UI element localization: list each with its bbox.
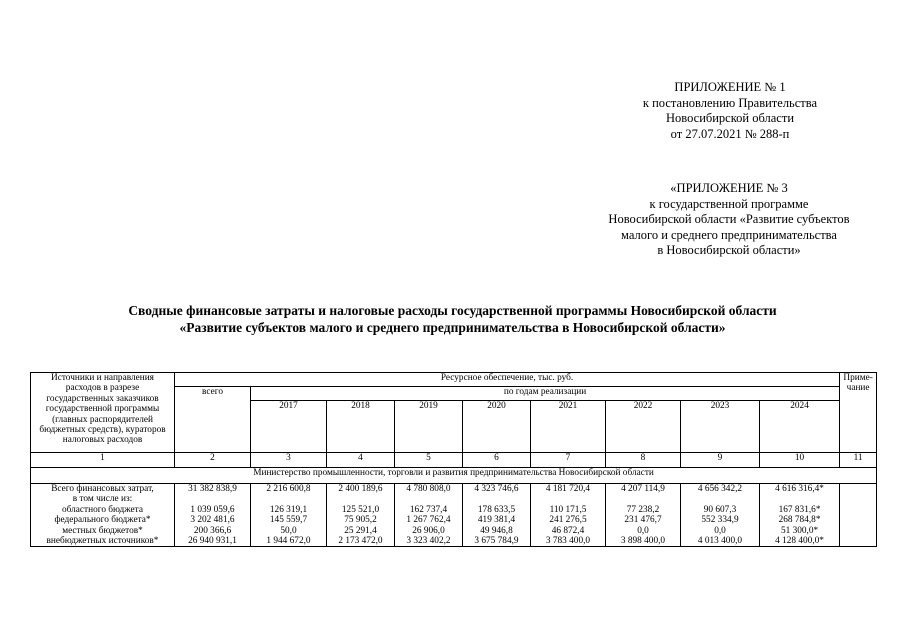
header-sources: Источники и направления расходов в разрезе государственных заказчиков государственной программы (главных распорядителей бюджетных средств), кураторов налоговых расходов [31, 373, 175, 453]
value: 49 946,8 [480, 525, 513, 536]
row-label-including: в том числе из: [72, 494, 133, 505]
year-2022-values-cell [606, 484, 681, 547]
value: 552 334,9 [701, 515, 739, 526]
value: 4 013 400,0 [697, 536, 743, 547]
column-number: 11 [840, 453, 877, 468]
appendix-1-line: Новосибирской области [665, 111, 795, 125]
appendix-3-line: в Новосибирской области» [657, 243, 801, 257]
appendix-3-line: Новосибирской области «Развитие субъектов [608, 212, 850, 226]
value: 4 656 342,2 [697, 484, 743, 494]
year-2023-values-cell [681, 484, 760, 547]
value: 167 831,6* [778, 504, 821, 515]
value: 200 366,6 [193, 525, 232, 536]
value: 26 906,0 [412, 525, 445, 536]
value: 3 323 402,2 [406, 536, 451, 547]
value: 2 216 600,8 [266, 484, 311, 494]
header-by-years: по годам реализации [251, 387, 840, 401]
column-number: 10 [760, 453, 840, 468]
year-2020-values-cell [463, 484, 531, 547]
value: 125 521,0 [341, 504, 380, 515]
appendix-3-title: «ПРИЛОЖЕНИЕ № 3 [670, 181, 788, 195]
value: 110 171,5 [549, 504, 587, 515]
value: 3 675 784,9 [474, 536, 519, 547]
row-label-federal: федерального бюджета* [54, 515, 151, 526]
row-labels-cell [31, 484, 175, 547]
year-2018-values-cell [327, 484, 395, 547]
row-label-regional: областного бюджета [62, 504, 143, 515]
value: 145 559,7 [269, 515, 308, 526]
note-cell [840, 484, 877, 547]
header-resources: Ресурсное обеспечение, тыс. руб. [175, 373, 840, 387]
year-2024-values-cell [760, 484, 840, 547]
value: 4 780 808,0 [406, 484, 451, 494]
value: 50,0 [280, 525, 297, 536]
value: 4 207 114,9 [621, 484, 665, 494]
column-number: 7 [531, 453, 606, 468]
value: 0,0 [637, 525, 649, 536]
header-year: 2017 [251, 401, 327, 453]
header-note: Приме-чание [840, 373, 877, 453]
value: 31 382 838,9 [188, 484, 237, 494]
column-number: 9 [681, 453, 760, 468]
year-2017-values-cell [251, 484, 327, 547]
value: 178 633,5 [477, 504, 516, 515]
value: 75 905,2 [344, 515, 377, 526]
header-total: всего [175, 387, 251, 453]
header-year: 2020 [463, 401, 531, 453]
column-number: 1 [31, 453, 175, 468]
row-label-local: местных бюджетов* [62, 525, 143, 536]
appendix-1-block [600, 80, 860, 142]
year-2021-values-cell [531, 484, 606, 547]
appendix-3-block [565, 181, 893, 259]
value [533, 494, 603, 504]
column-number: 4 [327, 453, 395, 468]
value [762, 494, 837, 504]
row-label-total: Всего финансовых затрат, [51, 484, 154, 494]
value: 3 202 481,6 [190, 515, 235, 526]
column-number: 2 [175, 453, 251, 468]
total-values-cell [175, 484, 251, 547]
value: 26 940 931,1 [188, 536, 237, 547]
header-year: 2023 [681, 401, 760, 453]
year-2019-values-cell [395, 484, 463, 547]
value: 126 319,1 [269, 504, 308, 515]
value: 1 944 672,0 [266, 536, 311, 547]
financial-table [30, 372, 877, 547]
value [683, 494, 757, 504]
header-year: 2024 [760, 401, 840, 453]
value: 231 476,7 [624, 515, 662, 526]
value: 1 267 762,4 [406, 515, 451, 526]
value: 162 737,4 [409, 504, 448, 515]
value: 1 039 059,6 [190, 504, 235, 515]
appendix-3-line: к государственной программе [649, 196, 809, 211]
value: 4 323 746,6 [474, 484, 519, 494]
value: 3 898 400,0 [620, 536, 666, 547]
row-label-offbudget: внебюджетных источников* [46, 536, 159, 547]
appendix-1-title: ПРИЛОЖЕНИЕ № 1 [674, 80, 786, 94]
header-year: 2018 [327, 401, 395, 453]
column-number: 3 [251, 453, 327, 468]
value: 77 238,2 [626, 504, 660, 515]
value [608, 494, 678, 504]
value [397, 494, 460, 504]
appendix-3-line: малого и среднего предпринимательства [621, 227, 837, 242]
ministry-row: Министерство промышленности, торговли и развития предпринимательства Новосибирской области [31, 468, 877, 484]
value: 419 381,4 [477, 515, 516, 526]
value: 90 607,3 [703, 504, 737, 515]
appendix-1-date: от 27.07.2021 № 288-п [670, 126, 790, 141]
appendix-1-line: к постановлению Правительства [642, 95, 818, 110]
header-year: 2021 [531, 401, 606, 453]
value: 0,0 [714, 525, 726, 536]
value [329, 494, 392, 504]
header-year: 2019 [395, 401, 463, 453]
value: 25 291,4 [344, 525, 377, 536]
value: 241 276,5 [549, 515, 587, 526]
value: 2 173 472,0 [338, 536, 383, 547]
document-heading [40, 302, 865, 336]
value: 268 784,8* [778, 515, 821, 526]
value: 4 128 400,0* [775, 536, 824, 547]
heading-line: Сводные финансовые затраты и налоговые расходы государственной программы Новосибирской области [128, 303, 777, 318]
value: 3 783 400,0 [545, 536, 591, 547]
heading-line: «Развитие субъектов малого и среднего предпринимательства в Новосибирской области» [179, 320, 726, 335]
value: 4 616 316,4* [775, 484, 824, 494]
value [177, 494, 248, 504]
value: 46 872,4 [551, 525, 585, 536]
value: 51 300,0* [780, 525, 819, 536]
value: 2 400 189,6 [338, 484, 383, 494]
column-number: 8 [606, 453, 681, 468]
header-year: 2022 [606, 401, 681, 453]
value [465, 494, 528, 504]
column-number: 5 [395, 453, 463, 468]
value: 4 181 720,4 [545, 484, 591, 494]
value [253, 494, 324, 504]
column-number: 6 [463, 453, 531, 468]
